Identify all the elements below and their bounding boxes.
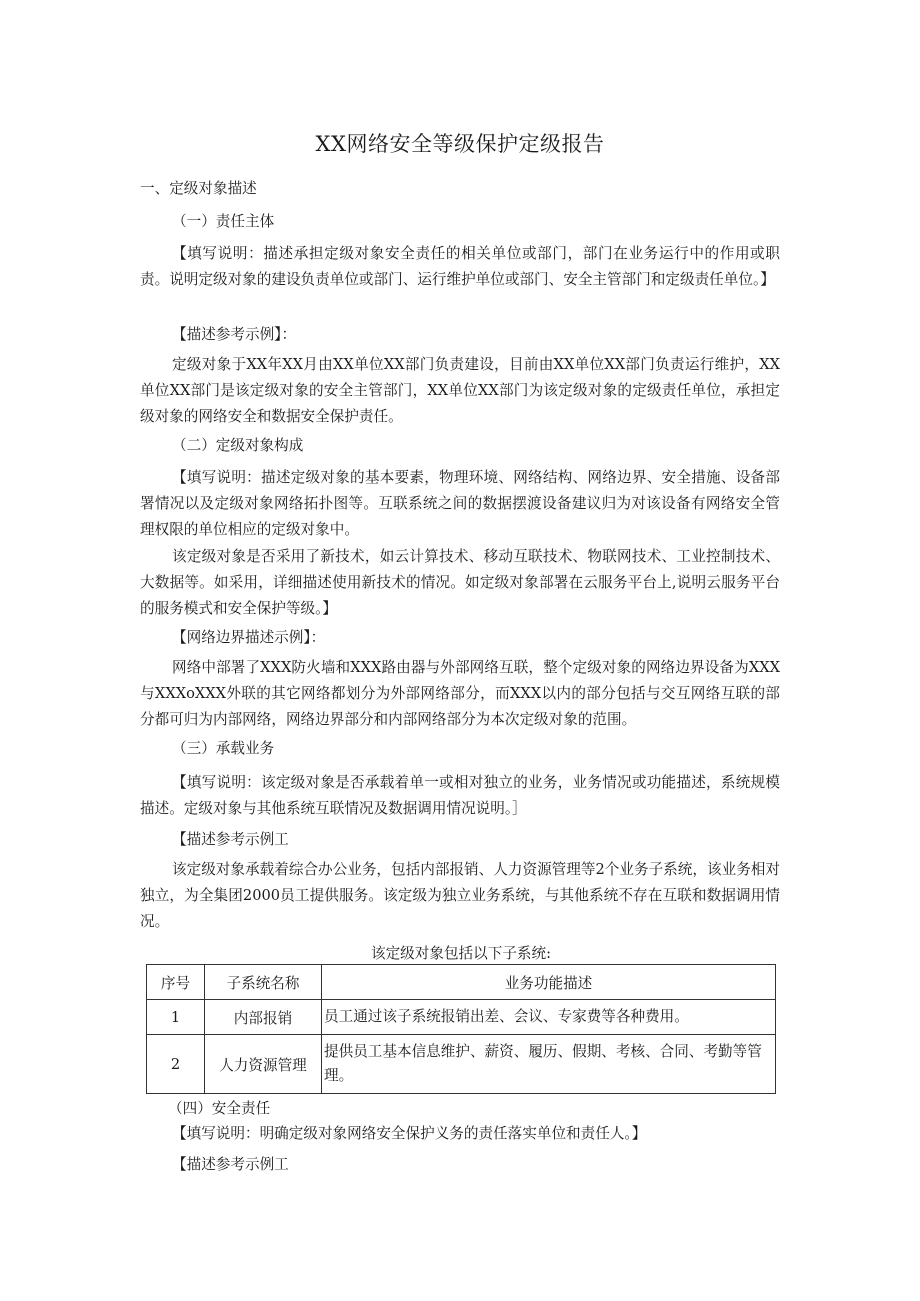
subsystem-table (146, 964, 776, 1094)
header-desc: 业务功能描述 (322, 965, 776, 1000)
cell-name: 内部报销 (205, 1000, 322, 1035)
fill-instruction-3: 【填写说明：该定级对象是否承载着单一或相对独立的业务，业务情况或功能描述，系统规模描述。定级对象与其他系统互联情况及数据调用情况说明。］ (140, 774, 780, 817)
reference-heading-2: 【网络边界描述示例】： (172, 629, 326, 646)
fill-instruction-2b: 该定级对象是否采用了新技术，如云计算技术、移动互联技术、物联网技术、工业控制技术、大数据等。如采用，详细描述使用新技术的情况。如定级对象部署在云服务平台上,说明云服务平台的服务模式和安全保护等级。】 (140, 548, 780, 617)
subsection-heading-composition: （二）定级对象构成 (172, 437, 304, 454)
table-row (147, 1000, 776, 1035)
section-heading-1: 一、定级对象描述 (140, 180, 257, 197)
fill-instruction-1: 【填写说明：描述承担定级对象安全责任的相关单位或部门，部门在业务运行中的作用或职责。说明定级对象的建设负责单位或部门、运行维护单位或部门、安全主管部门和定级责任单位。】 (140, 245, 780, 288)
subsection-heading-security: （四）安全责任 (168, 1100, 271, 1117)
document-title: XX网络安全等级保护定级报告 (315, 132, 605, 156)
header-no: 序号 (147, 965, 205, 1000)
cell-desc: 员工通过该子系统报销出差、会议、专家费等各种费用。 (322, 1000, 776, 1035)
example-paragraph-3: 该定级对象承载着综合办公业务，包括内部报销、人力资源管理等2个业务子系统，该业务相对独立，为全集团2000员工提供服务。该定级为独立业务系统，与其他系统不存在互联和数据调用情况。 (140, 861, 780, 930)
cell-no: 2 (147, 1035, 205, 1094)
subsection-heading-responsibility: （一）责任主体 (172, 213, 275, 230)
example-paragraph-2: 网络中部署了XXX防火墙和XXX路由器与外部网络互联，整个定级对象的网络边界设备为XXX与XXXoXXX外联的其它网络都划分为外部网络部分，而XXX以内的部分包括与交互网络互联的部分都可归为内部网络，网络边界部分和内部网络部分为本次定级对象的范围。 (140, 659, 780, 728)
fill-instruction-4: 【填写说明：明确定级对象网络安全保护义务的责任落实单位和责任人。】 (172, 1125, 647, 1142)
reference-heading-1: 【描述参考示例】： (172, 326, 297, 343)
reference-heading-3: 【描述参考示例工 (172, 831, 289, 848)
cell-desc: 提供员工基本信息维护、薪资、履历、假期、考核、合同、考勤等管理。 (322, 1035, 776, 1094)
cell-name: 人力资源管理 (205, 1035, 322, 1094)
cell-no: 1 (147, 1000, 205, 1035)
table-header-row (147, 965, 776, 1000)
example-paragraph-1: 定级对象于XX年XX月由XX单位XX部门负责建设，目前由XX单位XX部门负责运行维护，XX单位XX部门是该定级对象的安全主管部门，XX单位XX部门为该定级对象的定级责任单位，承担定级对象的网络安全和数据安全保护责任。 (140, 356, 780, 425)
subsection-heading-business: （三）承载业务 (172, 740, 275, 757)
reference-heading-4: 【描述参考示例工 (172, 1156, 289, 1173)
fill-instruction-2: 【填写说明：描述定级对象的基本要素，物理环境、网络结构、网络边界、安全措施、设备部署情况以及定级对象网络拓扑图等。互联系统之间的数据摆渡设备建议归为对该设备有网络安全管理权限的单位相应的定级对象中。 (140, 469, 780, 538)
table-row (147, 1035, 776, 1094)
table-caption: 该定级对象包括以下子系统: (370, 945, 552, 962)
header-name: 子系统名称 (205, 965, 322, 1000)
